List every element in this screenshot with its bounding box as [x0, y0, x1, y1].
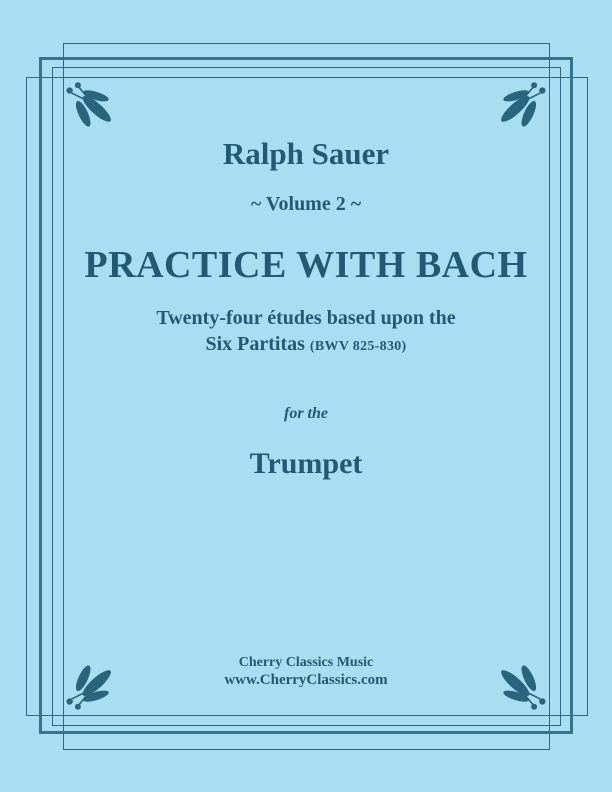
bwv-catalog-numbers: (BWV 825-830) — [309, 339, 407, 354]
dedication-text: for the — [284, 405, 328, 422]
subtitle-partitas: Six Partitas — [205, 333, 305, 355]
page-title: PRACTICE WITH BACH — [84, 244, 528, 286]
publisher-website: www.CherryClassics.com — [224, 672, 388, 688]
dragonfly-ornament-top-right — [494, 77, 552, 135]
subtitle-line-1: Twenty-four études based upon the — [156, 307, 456, 329]
instrument-name: Trumpet — [249, 447, 363, 480]
publisher-name: Cherry Classics Music — [238, 655, 374, 670]
volume-label: ~ Volume 2 ~ — [250, 193, 362, 215]
subtitle-line-2 — [0, 331, 612, 357]
dragonfly-ornament-top-left — [60, 77, 118, 135]
author-name: Ralph Sauer — [222, 136, 390, 171]
